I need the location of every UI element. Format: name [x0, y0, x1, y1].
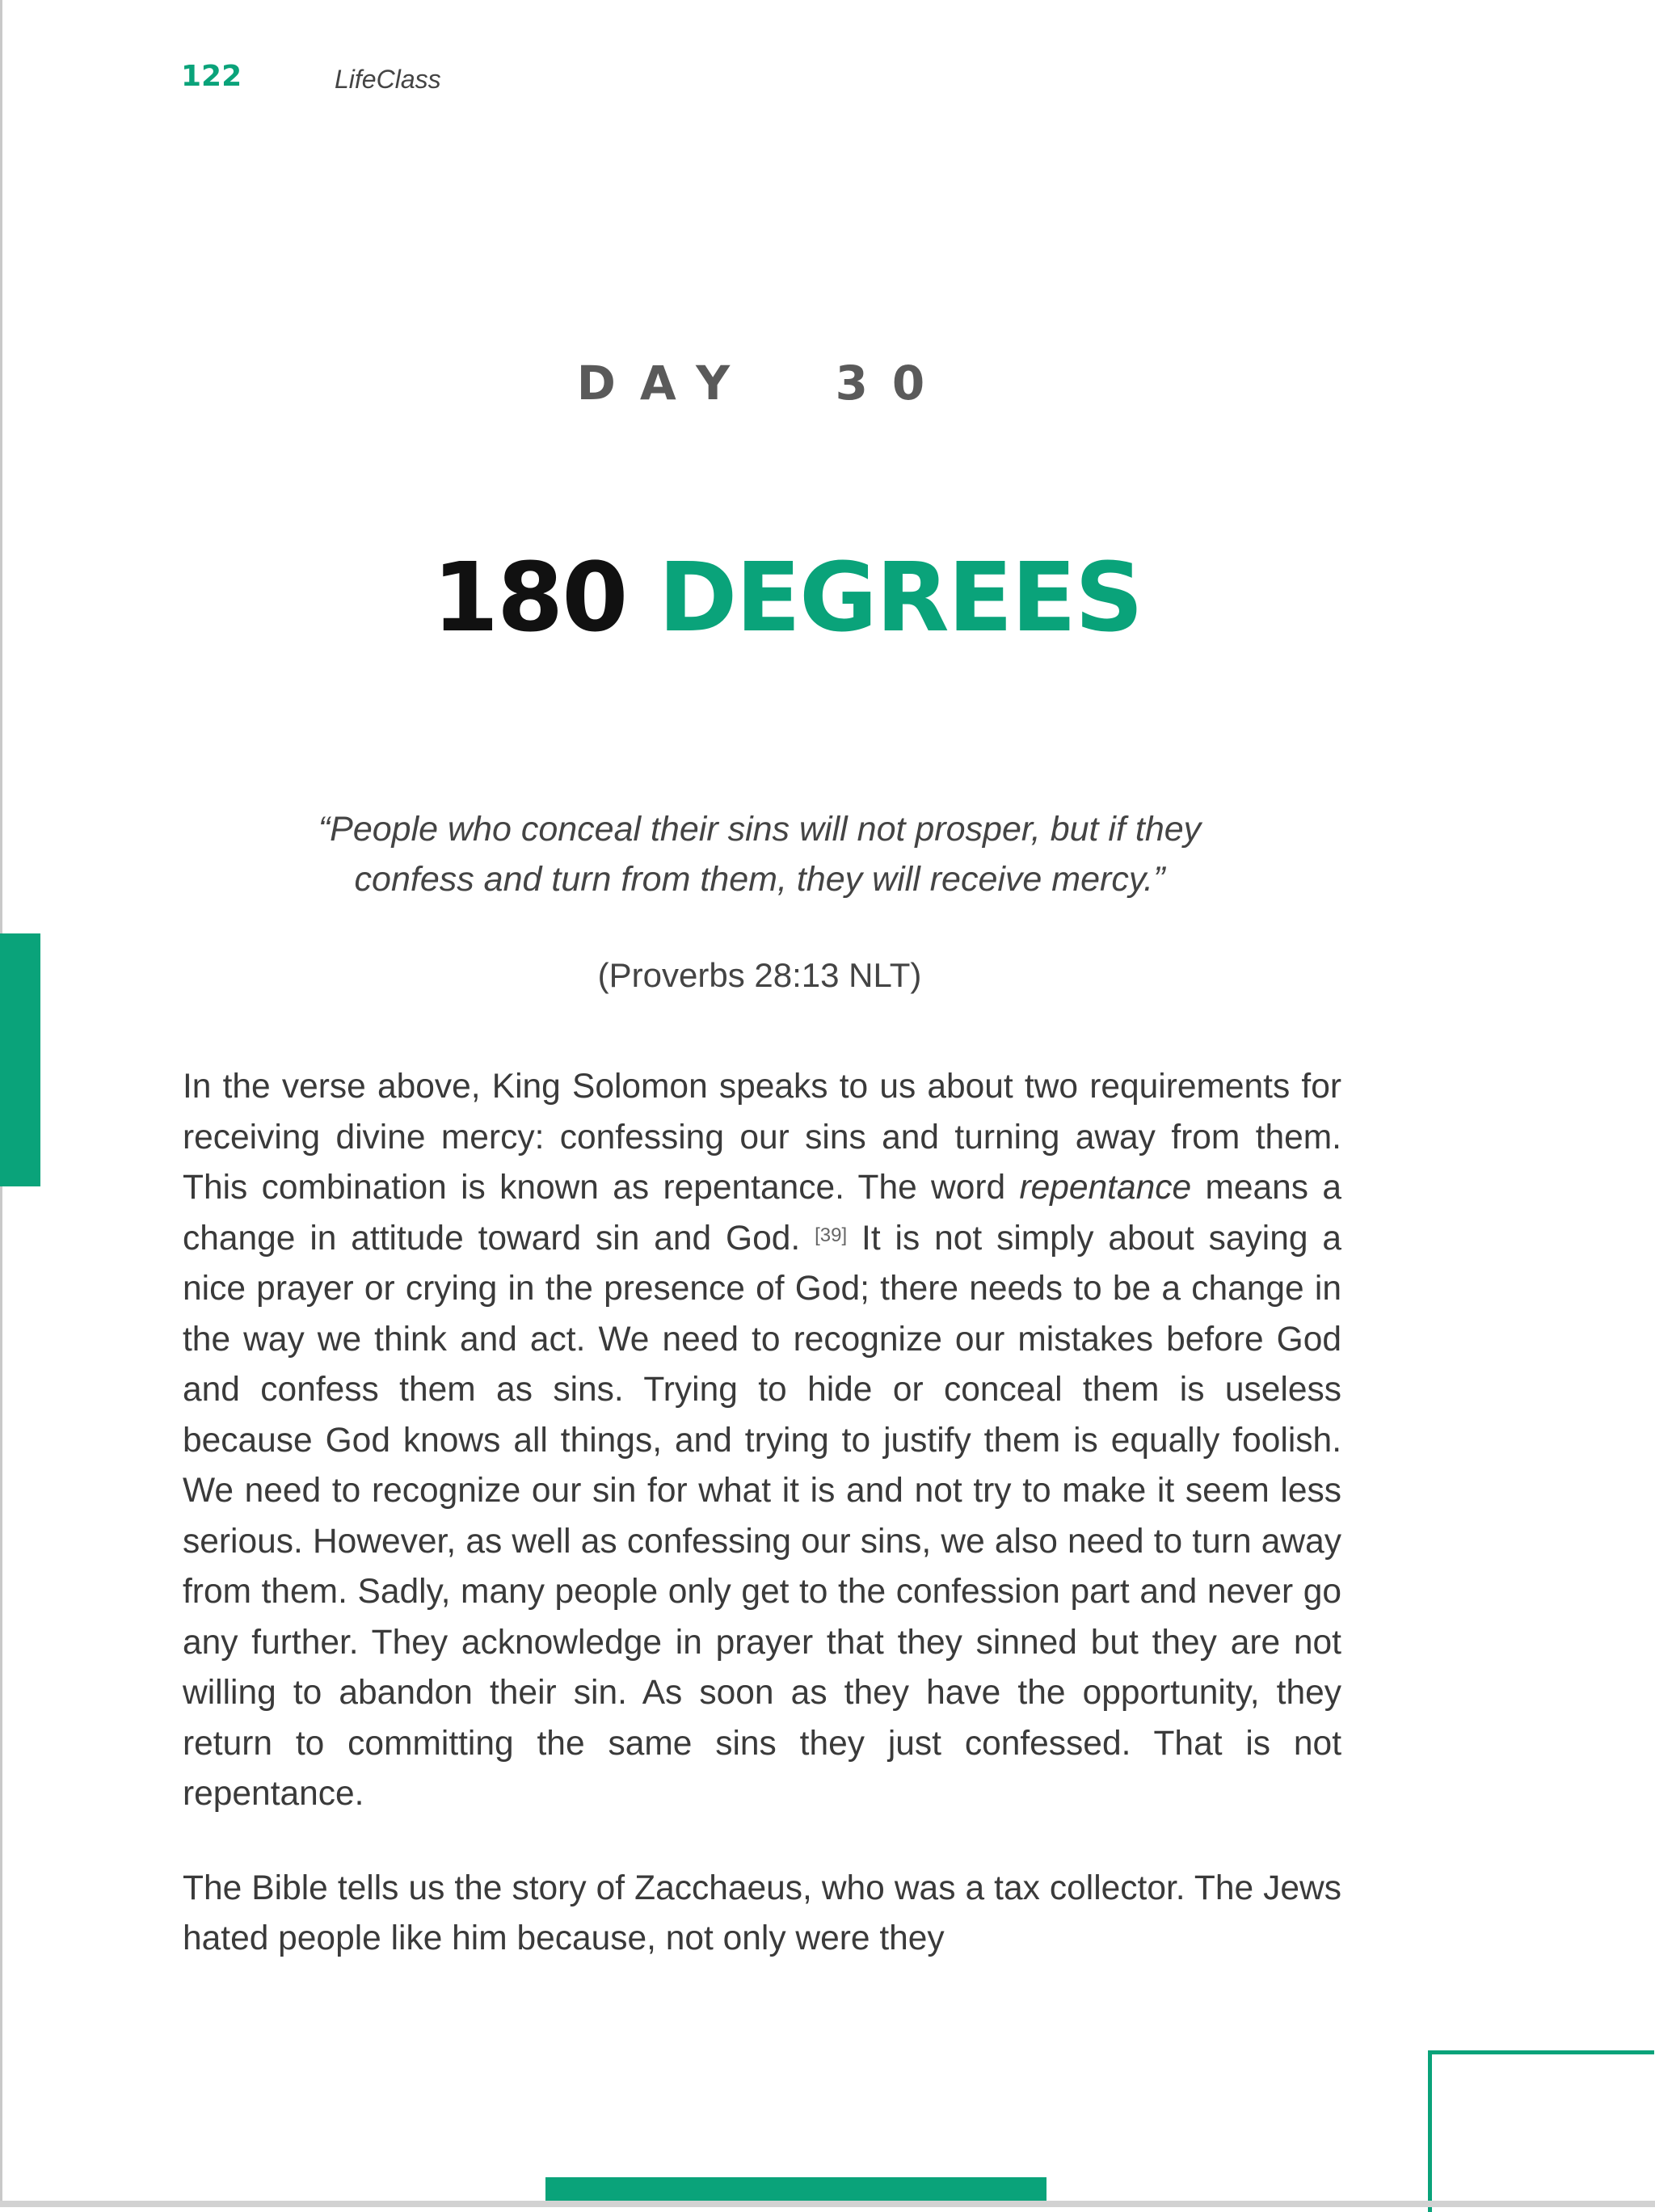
paragraph: In the verse above, King Solomon speaks to us about two requirements for receiving divine mercy: confessing our sins and turning away from them. This combination is known as repentance. The word repentance means a change in attitude toward sin and God. [39] It is not simply about saying a nice prayer or crying in the presence of God; there needs to be a change in the way we think and act. We need to recognize our mistakes before God and confess them as sins. Trying to hide or conceal them is useless because God knows all things, and trying to justify them is equally foolish. We need to recognize our sin for what it is and not try to make it seem less serious. However, as well as confessing our sins, we also need to turn away from them. Sadly, many people only get to the confession part and never go any further. They acknowledge in prayer that they sinned but they are not willing to abandon their sin. As soon as they have the opportunity, they return to committing the same sins they just confessed. That is not repentance. — [183, 1068, 1341, 1813]
corner-frame-decoration — [1428, 2050, 1654, 2212]
bottom-accent-bar — [545, 2177, 1046, 2201]
page-number: 122 — [181, 60, 242, 93]
chapter-side-tab — [0, 933, 40, 1186]
day-label: DAY 30 — [576, 356, 950, 411]
epigraph-citation: (Proverbs 28:13 NLT) — [597, 956, 922, 994]
chapter-title — [0, 541, 1574, 653]
footnote-marker[interactable]: [39] — [815, 1224, 848, 1246]
epigraph-quote: “People who conceal their sins will not prosper, but if they confess and turn from them, they will receive mercy.” — [318, 810, 1202, 899]
paragraph: The Bible tells us the story of Zacchaeus, who was a tax collector. The Jews hated people like him because, not only were they — [183, 1869, 1341, 1957]
chapter-title-number: 180 — [432, 541, 627, 653]
body-text — [183, 1062, 1341, 2008]
page-bottom-rule — [0, 2201, 1655, 2207]
emphasized-term: repentance — [1019, 1169, 1192, 1207]
running-head: LifeClass — [335, 65, 441, 94]
chapter-title-word: DEGREES — [658, 541, 1142, 653]
